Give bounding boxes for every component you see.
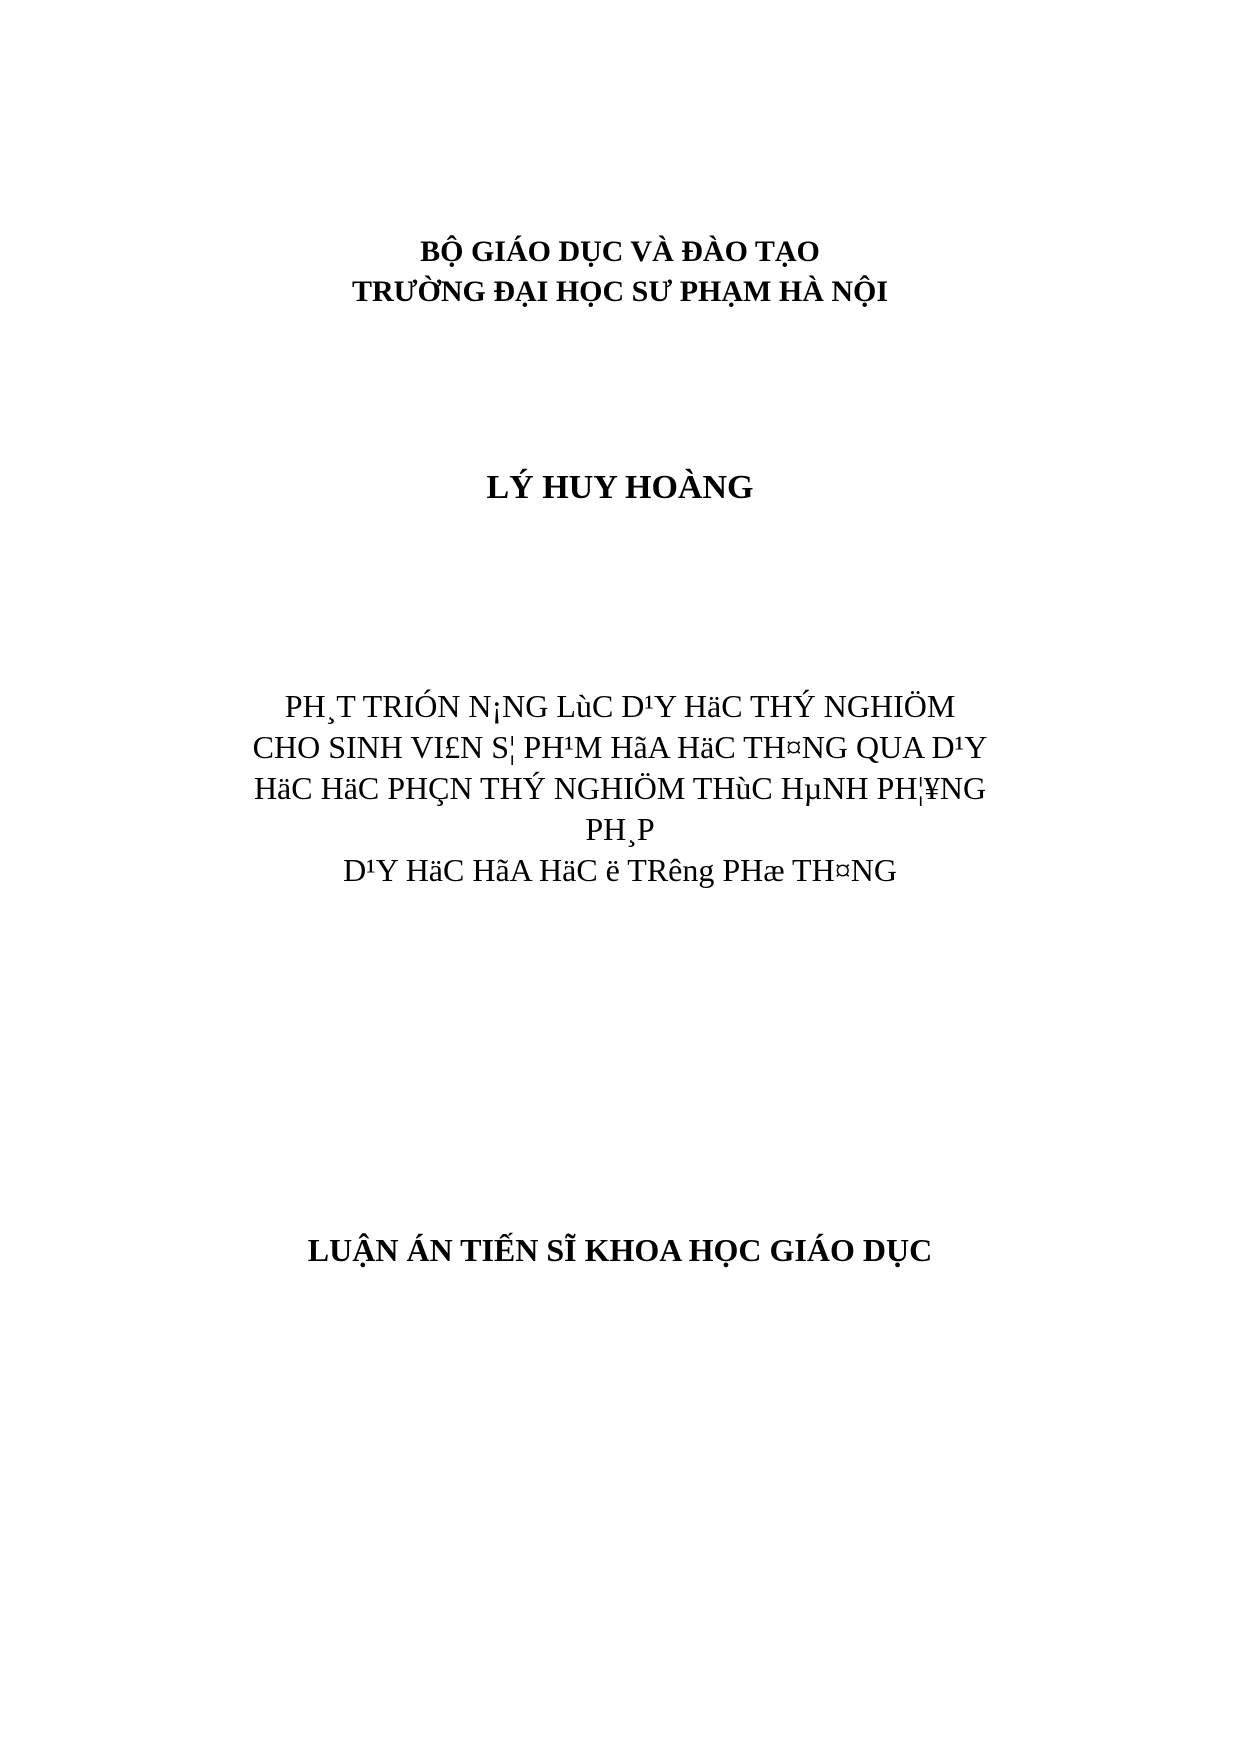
- thesis-title-line: CHO SINH VI£N S¦ PH¹M HãA HäC TH¤NG QUA D¹Y: [252, 729, 988, 765]
- author-name: [0, 466, 1240, 510]
- institution-header: [0, 232, 1240, 312]
- thesis-title-line: D¹Y HäC HãA HäC ë TRêng PHæ TH¤NG: [343, 852, 897, 888]
- ministry-name: BỘ GIÁO DỤC VÀ ĐÀO TẠO: [420, 235, 820, 268]
- thesis-title-line: PH¸P: [585, 811, 655, 847]
- degree-type-text: LUẬN ÁN TIẾN SĨ KHOA HỌC GIÁO DỤC: [307, 1232, 933, 1268]
- thesis-title-line: HäC HäC PHÇN THÝ NGHIÖM THùC HµNH PH¦¥NG: [253, 770, 987, 806]
- university-name: TRƯỜNG ĐẠI HỌC SƯ PHẠM HÀ NỘI: [351, 275, 889, 308]
- thesis-title: [0, 686, 1240, 891]
- thesis-title-line: PH¸T TRIÓN N¡NG LùC D¹Y HäC THÝ NGHIÖM: [284, 688, 956, 724]
- degree-type: [0, 1229, 1240, 1271]
- author-name-text: LÝ HUY HOÀNG: [486, 469, 754, 506]
